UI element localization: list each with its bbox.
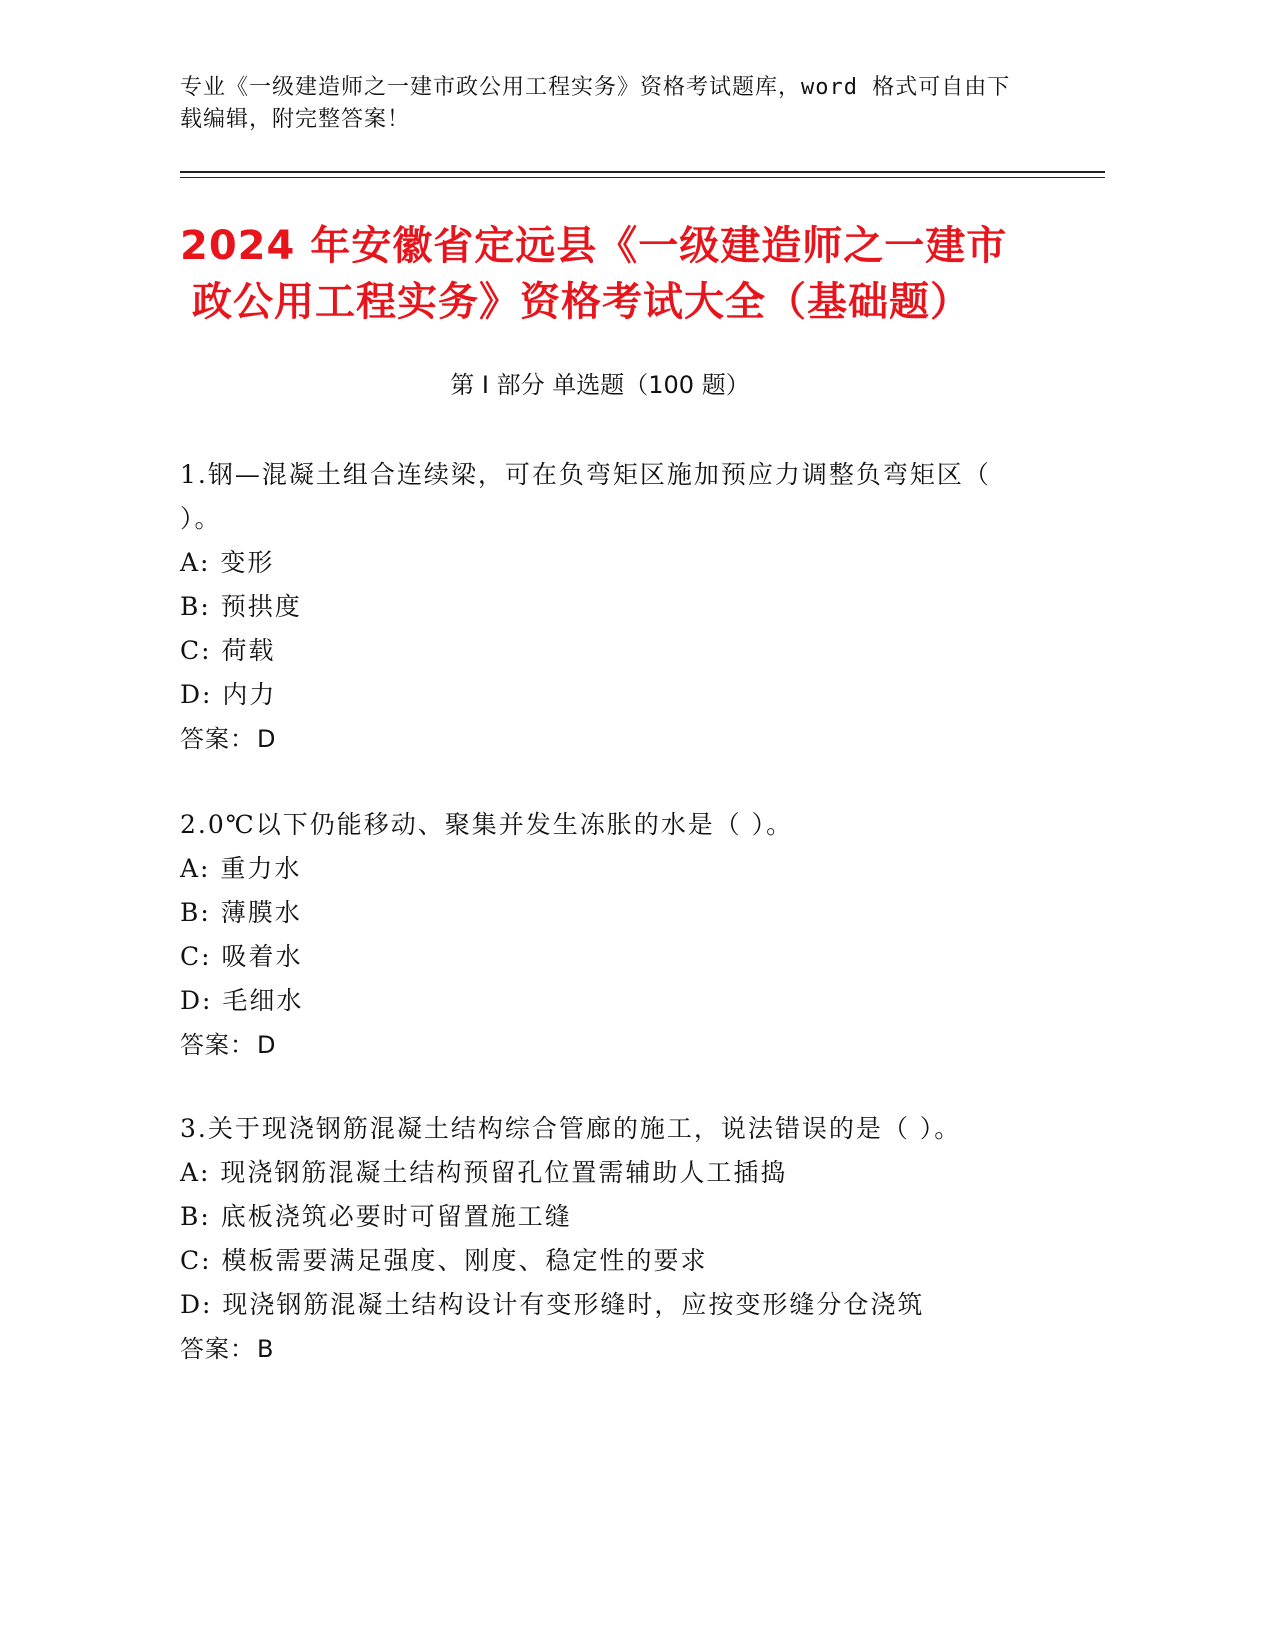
question-2 [180, 803, 1060, 1067]
answer-line [180, 717, 1060, 761]
question-stem-continued: ）。 [180, 504, 222, 533]
answer-label: 答案： [180, 725, 255, 753]
header-divider-thin [180, 177, 1105, 178]
section-heading: 第 I 部分 单选题（100 题） [450, 371, 750, 399]
answer-line [180, 1023, 1060, 1067]
answer-value: D [257, 725, 277, 753]
answer-value: B [257, 1335, 275, 1363]
question-3 [180, 1107, 1060, 1371]
option-d: D: 内力 [180, 680, 277, 709]
option-b: B: 薄膜水 [180, 898, 302, 927]
option-d: D: 现浇钢筋混凝土结构设计有变形缝时，应按变形缝分仓浇筑 [180, 1290, 925, 1319]
option-c: C: 模板需要满足强度、刚度、稳定性的要求 [180, 1246, 708, 1275]
header-note [180, 72, 1060, 136]
header-note-line-1: 专业《一级建造师之一建市政公用工程实务》资格考试题库，word 格式可自由下 [180, 75, 1011, 100]
question-1 [180, 453, 1060, 761]
question-stem: 3.关于现浇钢筋混凝土结构综合管廊的施工，说法错误的是（ ）。 [180, 1114, 962, 1143]
answer-value: D [257, 1031, 277, 1059]
option-c: C: 吸着水 [180, 942, 303, 971]
answer-line [180, 1327, 1060, 1371]
question-stem: 1.钢—混凝土组合连续梁，可在负弯矩区施加预应力调整负弯矩区（ [180, 460, 991, 489]
document-title [180, 218, 1080, 330]
option-a: A: 变形 [180, 548, 275, 577]
option-a: A: 重力水 [180, 854, 302, 883]
option-a: A: 现浇钢筋混凝土结构预留孔位置需辅助人工插捣 [180, 1158, 788, 1187]
option-d: D: 毛细水 [180, 986, 304, 1015]
option-b: B: 底板浇筑必要时可留置施工缝 [180, 1202, 572, 1231]
document-title-line-2: 政公用工程实务》资格考试大全（基础题） [192, 279, 971, 325]
document-title-line-1: 2024 年安徽省定远县《一级建造师之一建市 [180, 223, 1008, 269]
option-c: C: 荷载 [180, 636, 276, 665]
header-divider-thick [180, 171, 1105, 173]
header-note-line-2: 载编辑，附完整答案！ [180, 107, 411, 132]
option-b: B: 预拱度 [180, 592, 302, 621]
answer-label: 答案： [180, 1031, 255, 1059]
question-stem: 2.0℃以下仍能移动、聚集并发生冻胀的水是（ ）。 [180, 810, 794, 839]
answer-label: 答案： [180, 1335, 255, 1363]
